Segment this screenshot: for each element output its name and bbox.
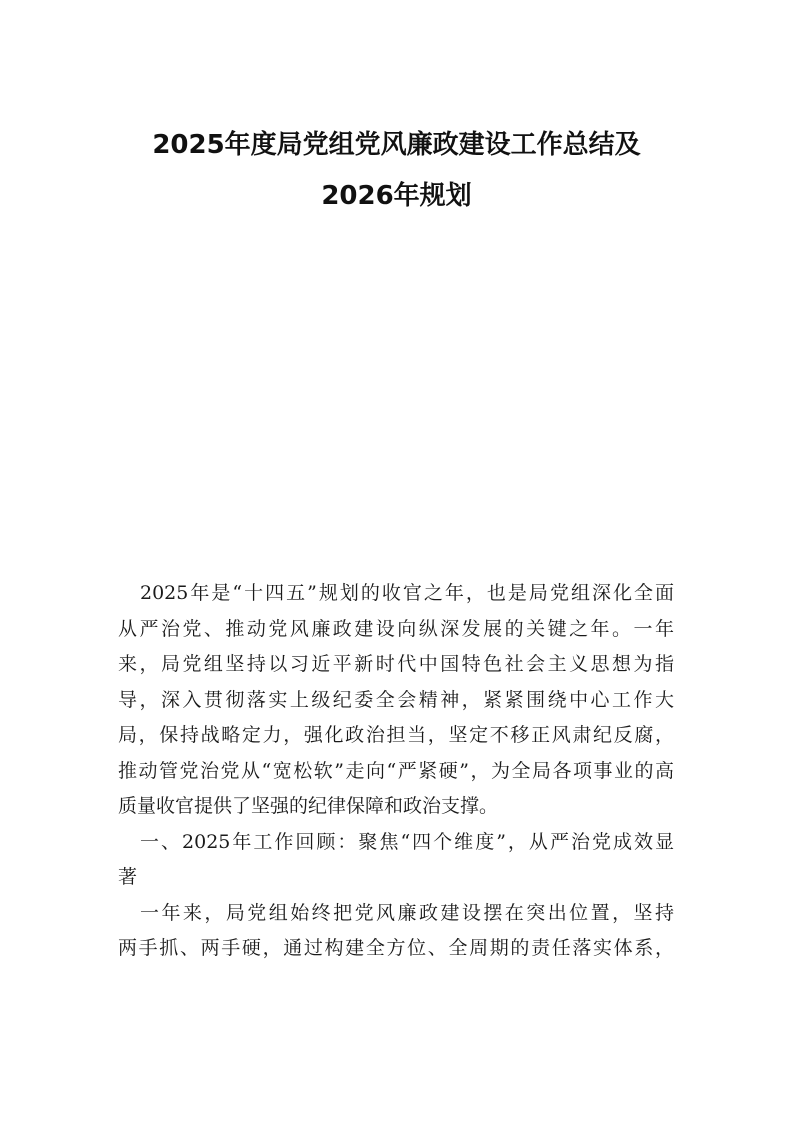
paragraph-line: 来，局党组坚持以习近平新时代中国特色社会主义思想为指 bbox=[118, 653, 674, 675]
section-heading-line: 一、2025年工作回顾：聚焦“四个维度”，从严治党成效显 bbox=[140, 830, 674, 853]
paragraph-line: 2025年是“十四五”规划的收官之年，也是局党组深化全面 bbox=[140, 582, 674, 604]
paragraph-line: 两手抓、两手硬，通过构建全方位、全周期的责任落实体系， bbox=[118, 937, 674, 959]
paragraph-line: 导，深入贯彻落实上级纪委全会精神，紧紧围绕中心工作大 bbox=[118, 688, 674, 711]
paragraph-line: 从严治党、推动党风廉政建设向纵深发展的关键之年。一年 bbox=[118, 617, 674, 640]
paragraph-line: 推动管党治党从“宽松软”走向“严紧硬”，为全局各项事业的高 bbox=[118, 759, 674, 782]
document-title-line-1: 2025年度局党组党风廉政建设工作总结及 bbox=[152, 130, 641, 160]
paragraph-line: 局，保持战略定力，强化政治担当，坚定不移正风肃纪反腐， bbox=[118, 724, 674, 746]
document-body bbox=[118, 576, 674, 967]
paragraph-line: 质量收官提供了坚强的纪律保障和政治支撑。 bbox=[118, 795, 499, 817]
section-heading-line: 著 bbox=[118, 866, 138, 888]
paragraph-line: 一年来，局党组始终把党风廉政建设摆在突出位置，坚持 bbox=[140, 901, 674, 924]
document-title-line-2: 2026年规划 bbox=[321, 181, 472, 211]
